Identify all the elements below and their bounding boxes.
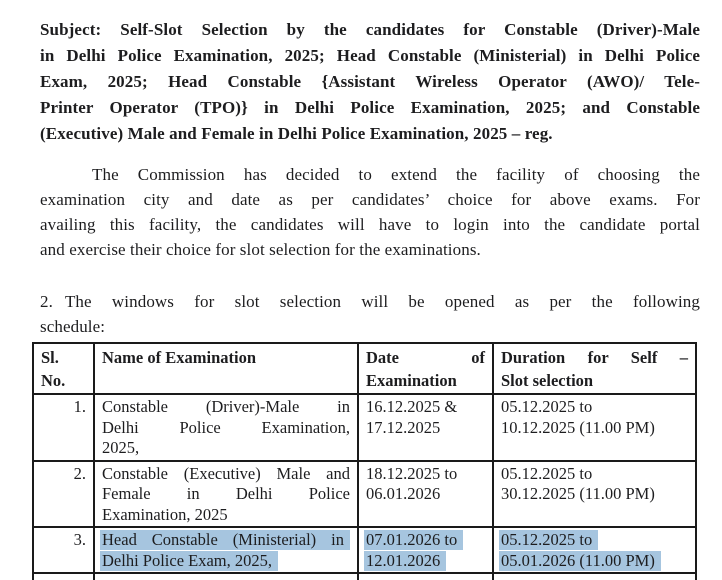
text-line: Name of Examination [102,348,256,367]
text-line: No. [41,371,66,390]
text-line [366,551,485,572]
text-line [501,530,688,551]
duration-cell [493,573,696,580]
text-line [102,530,350,551]
text-line: (Executive) Male and Female in Delhi Police Examination, 2025 – reg. [40,124,553,143]
text-line: The Commission has decided to extend the facility of choosing the [92,165,700,184]
intro-paragraph [40,162,700,262]
selection-highlight: 07.01.2026 to [364,530,463,550]
header-sl-no [33,343,94,394]
sl-cell: 1. [33,394,94,461]
text-line: 2025, [102,438,140,457]
text-line: availing this facility, the candidates will have to login into the candidate portal [40,215,700,234]
selection-highlight: 12.01.2026 [364,551,446,571]
table-row [33,461,696,528]
slot-selection-schedule-table [32,342,697,580]
date-cell [358,394,493,461]
paragraph-number: 2. [40,292,53,311]
text-line: 16.12.2025 & [366,397,458,416]
sl-cell: 2. [33,461,94,528]
text-line: examination city and date as per candidates’ choice for above exams. For [40,190,700,209]
text-line: 10.12.2025 (11.00 PM) [501,417,655,437]
duration-cell [493,461,696,528]
text-line [366,530,485,551]
selection-highlight: Head Constable (Ministerial) in [100,530,350,550]
name-cell [94,527,358,573]
text-line: 05.12.2025 to [501,397,593,416]
text-line: schedule: [40,317,106,336]
paragraph-text: The windows for slot selection will be opened as per the following [64,292,700,311]
text-line: 18.12.2025 to [366,463,458,483]
table-row [33,394,696,461]
text-line: Subject: Self-Slot Selection by the candidates for Constable (Driver)-Male [40,20,700,39]
text-line: Examination [366,371,457,390]
text-line: Date of [366,348,485,367]
text-line [102,551,350,572]
header-date-of-examination [358,343,493,394]
text-line: Constable (Executive) Male and [102,463,350,483]
selection-highlight: 05.12.2025 to [499,530,598,550]
sl-cell [33,573,94,580]
name-cell [94,461,358,528]
duration-cell [493,527,696,573]
table-header-row [33,343,696,394]
text-line: Delhi Police Examination, [102,417,350,437]
text-line: 30.12.2025 (11.00 PM) [501,484,655,503]
sl-cell: 3. [33,527,94,573]
text-line: Female in Delhi Police [102,484,350,503]
date-cell [358,461,493,528]
text-line: and exercise their choice for slot selection for the examinations. [40,240,481,259]
name-cell [94,394,358,461]
table-row-cutoff [33,573,696,580]
selection-highlight: Delhi Police Exam, 2025, [100,551,278,571]
text-line [40,289,700,314]
subject-paragraph [40,17,700,147]
duration-cell [493,394,696,461]
text-line: Exam, 2025; Head Constable {Assistant Wireless Operator (AWO)/ Tele- [40,72,700,91]
table-row-selected [33,527,696,573]
text-line: Slot selection [501,371,594,390]
text-line: 17.12.2025 [366,417,441,437]
text-line: 05.12.2025 to [501,463,593,483]
text-line [501,551,688,572]
text-line: Printer Operator (TPO)} in Delhi Police Examination, 2025; and Constable [40,98,700,117]
schedule-intro-paragraph [40,289,700,339]
text-line: Duration for Self – [501,348,688,367]
text-line: Constable (Driver)-Male in [102,397,350,416]
date-cell [358,573,493,580]
date-cell [358,527,493,573]
text-line: Examination, 2025 [102,504,228,524]
text-line: Sl. [41,348,59,367]
header-name-of-examination [94,343,358,394]
selection-highlight: 05.01.2026 (11.00 PM) [499,551,661,571]
text-line: 06.01.2026 [366,484,441,503]
text-line: in Delhi Police Examination, 2025; Head Constable (Ministerial) in Delhi Police [40,46,700,65]
name-cell [94,573,358,580]
header-duration-self-slot [493,343,696,394]
